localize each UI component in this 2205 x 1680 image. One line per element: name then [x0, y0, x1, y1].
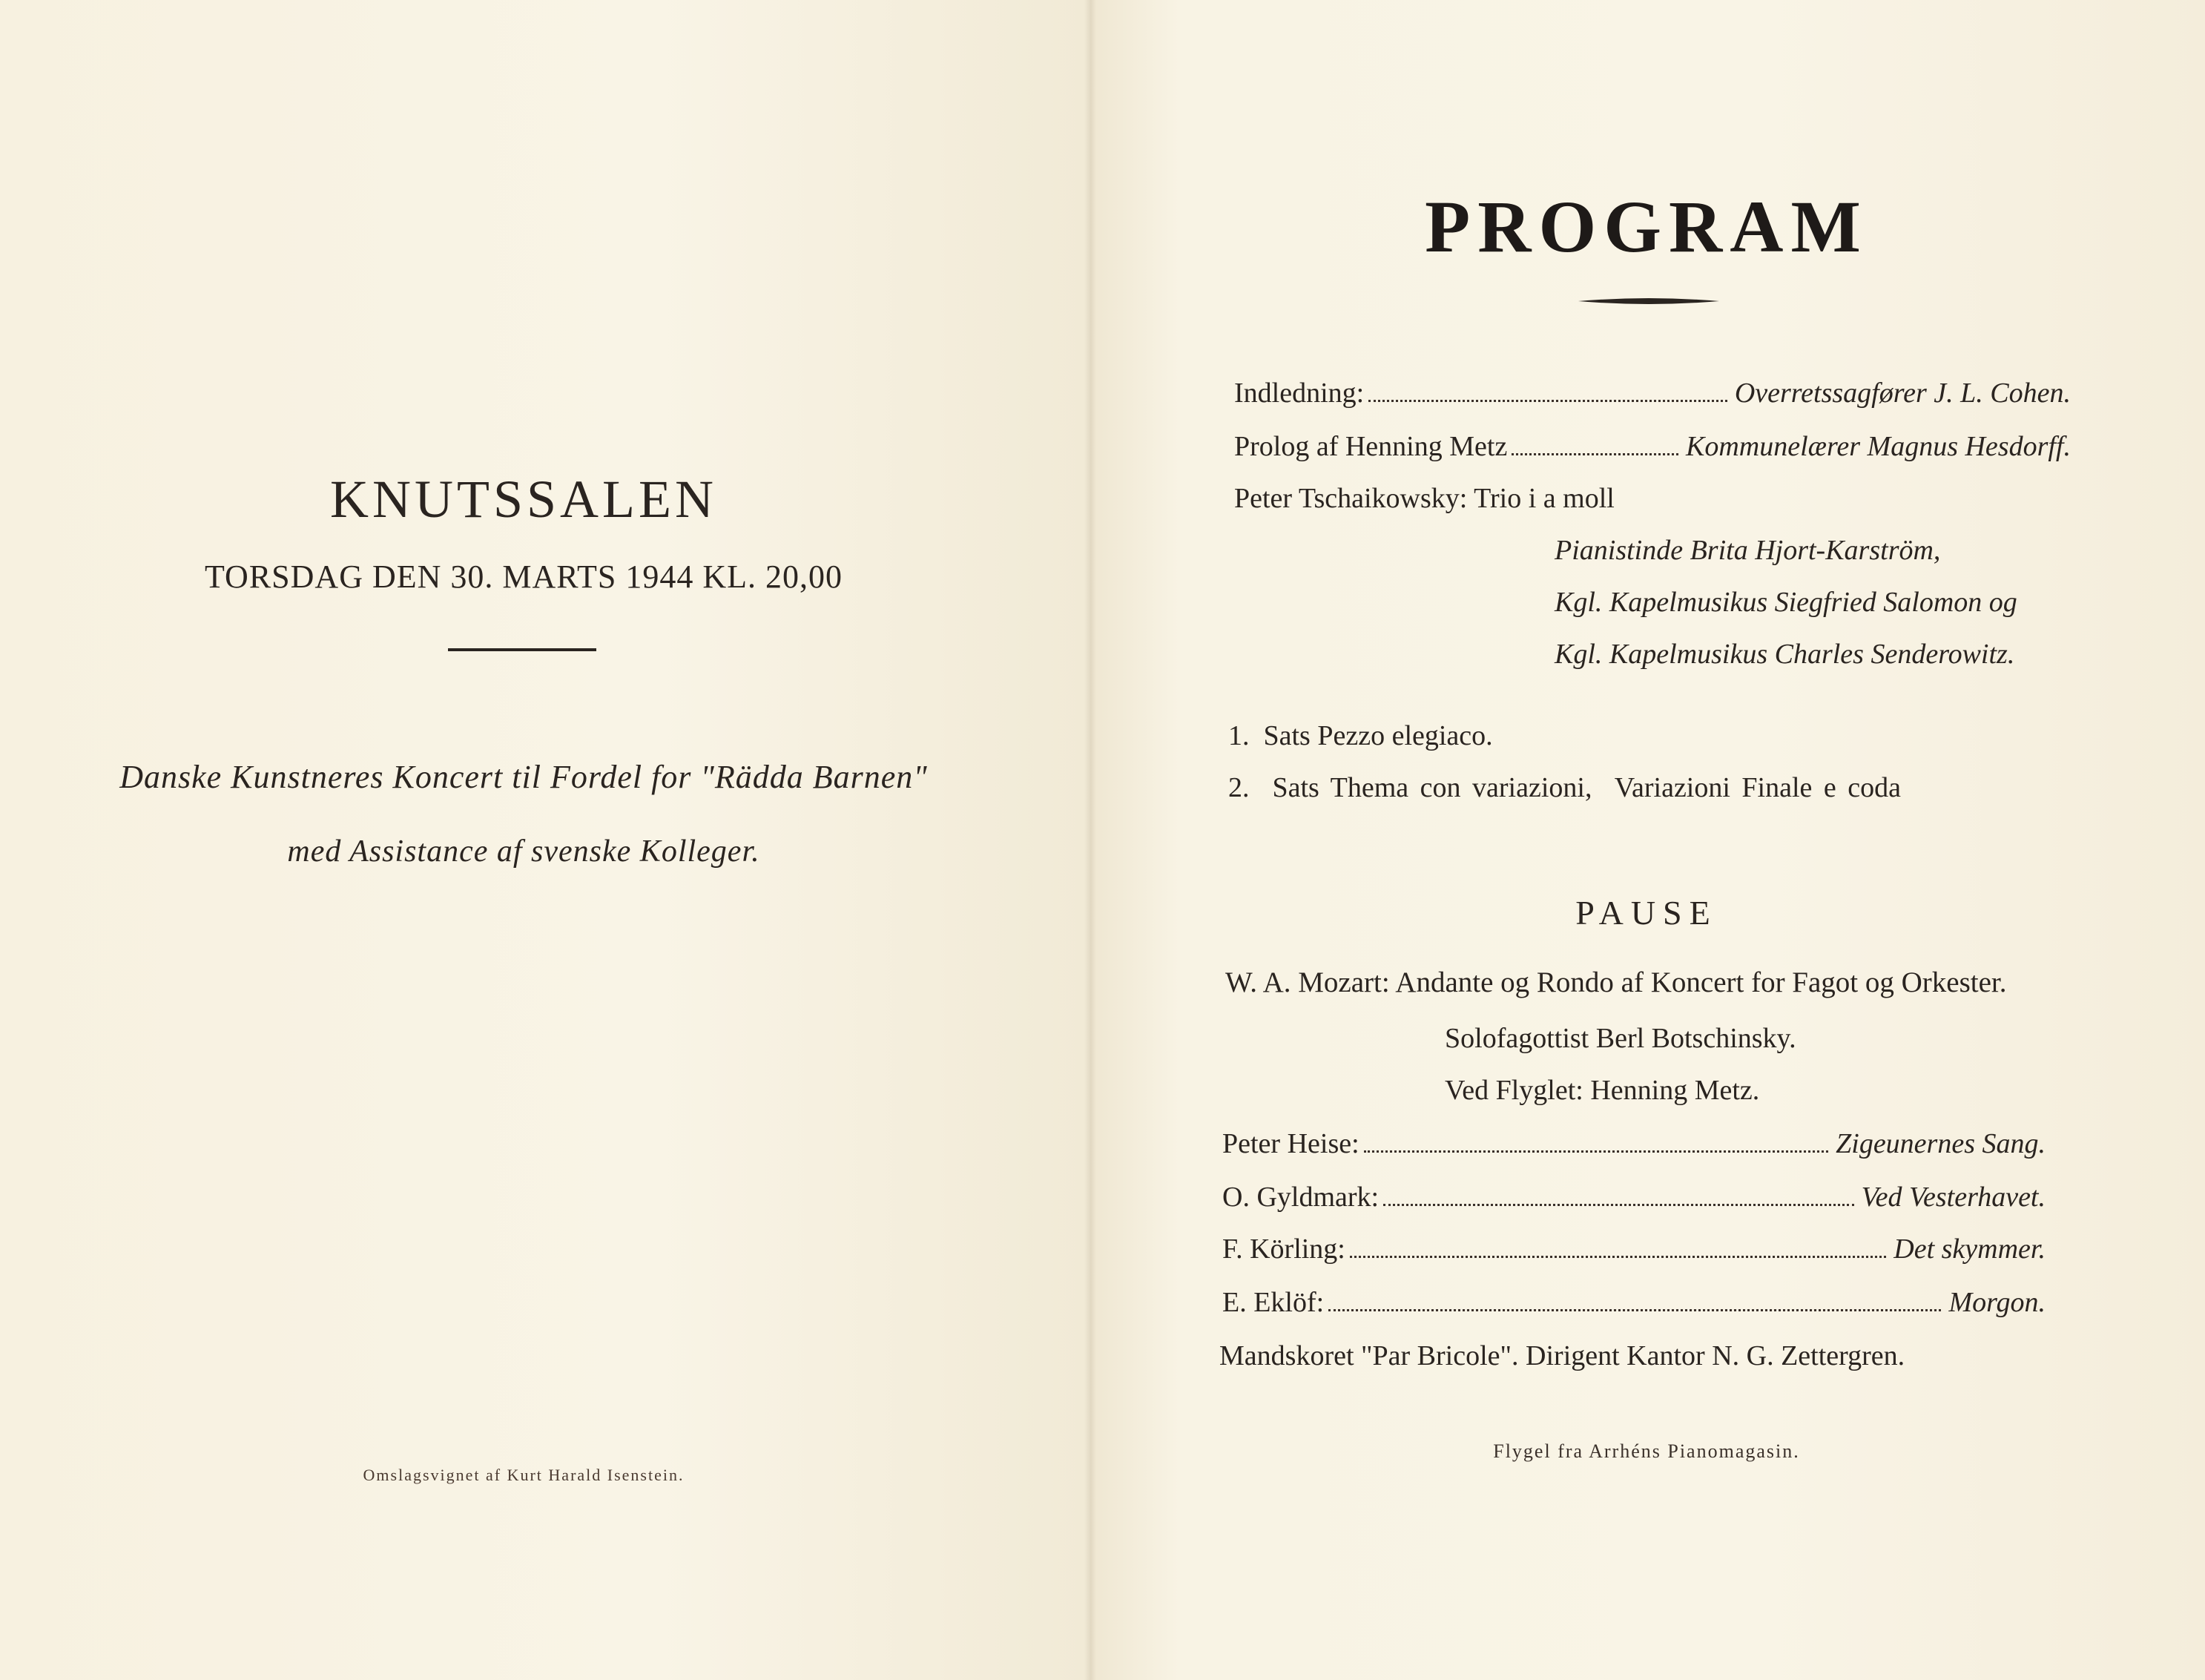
pause-heading: PAUSE — [1575, 894, 1718, 932]
performer-line: Kgl. Kapelmusikus Siegfried Salomon og — [1555, 587, 2017, 618]
cover-credit: Omslagsvignet af Kurt Harald Isenstein. — [363, 1466, 685, 1484]
program-title: PROGRAM — [1425, 185, 1868, 268]
movement-line: 1. Sats Pezzo elegiaco. — [1228, 720, 1493, 751]
leader-dots — [1350, 1256, 1886, 1258]
performer-line: Kgl. Kapelmusikus Charles Senderowitz. — [1555, 639, 2015, 670]
leader-dots — [1512, 453, 1678, 455]
row-label: Prolog af Henning Metz — [1234, 431, 1508, 462]
divider-rule — [448, 648, 596, 651]
piano-line: Ved Flyglet: Henning Metz. — [1445, 1075, 1760, 1106]
leader-dots — [1368, 400, 1727, 402]
song-row — [1222, 1233, 2046, 1265]
song-row — [1222, 1181, 2046, 1213]
concert-subtitle-line2: med Assistance af svenske Kolleger. — [287, 834, 760, 869]
mozart-line: W. A. Mozart: Andante og Rondo af Koncert for Fagot og Orkester. — [1225, 966, 2007, 998]
program-row-prolog — [1234, 430, 2071, 463]
row-label: Indledning: — [1234, 378, 1365, 409]
song-row — [1222, 1127, 2046, 1160]
song-row — [1222, 1286, 2046, 1319]
venue-title: KNUTSSALEN — [329, 470, 717, 529]
concert-date: TORSDAG DEN 30. MARTS 1944 KL. 20,00 — [204, 559, 843, 595]
program-row-intro — [1234, 377, 2071, 409]
row-value: Kommunelærer Magnus Hesdorff. — [1686, 431, 2071, 462]
ornament-rule — [1578, 297, 1719, 306]
piano-credit: Flygel fra Arrhéns Pianomagasin. — [1493, 1440, 1800, 1462]
row-value: Morgon. — [1948, 1287, 2046, 1318]
leader-dots — [1383, 1204, 1854, 1206]
leader-dots — [1328, 1309, 1941, 1311]
row-value: Zigeunernes Sang. — [1836, 1128, 2046, 1159]
soloist-line: Solofagottist Berl Botschinsky. — [1445, 1023, 1796, 1054]
leader-dots — [1364, 1150, 1828, 1153]
row-label: Peter Heise: — [1222, 1128, 1359, 1159]
row-value: Ved Vesterhavet. — [1861, 1182, 2046, 1213]
concert-subtitle-line1: Danske Kunstneres Koncert til Fordel for "Rädda Barnen" — [119, 759, 928, 795]
performer-line: Pianistinde Brita Hjort-Karström, — [1555, 535, 1941, 566]
movement-line: 2. Sats Thema con variazioni, Variazioni Finale e coda — [1228, 772, 1902, 803]
row-label: E. Eklöf: — [1222, 1287, 1325, 1318]
row-label: O. Gyldmark: — [1222, 1182, 1380, 1213]
row-value: Det skymmer. — [1893, 1233, 2046, 1265]
choir-line: Mandskoret "Par Bricole". Dirigent Kantor N. G. Zettergren. — [1219, 1340, 1905, 1371]
row-value: Overretssagfører J. L. Cohen. — [1734, 378, 2071, 409]
trio-line: Peter Tschaikowsky: Trio i a moll — [1234, 483, 1615, 514]
row-label: F. Körling: — [1222, 1233, 1345, 1265]
